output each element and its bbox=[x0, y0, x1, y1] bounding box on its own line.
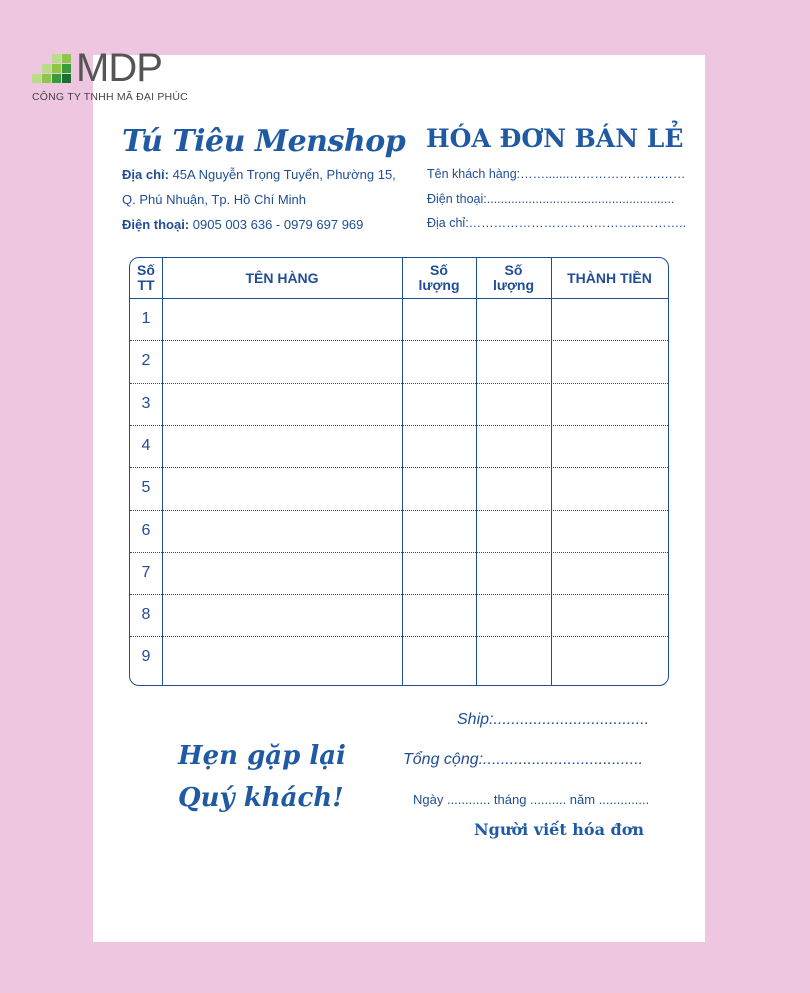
date-field: Ngày ............ tháng .......... năm .............. bbox=[413, 792, 650, 807]
grand-total-field: Tổng cộng:.................................... bbox=[403, 751, 644, 768]
header-total: THÀNH TIỀN bbox=[567, 269, 652, 286]
customer-phone-field: Điện thoại:...................................................... bbox=[427, 192, 675, 206]
thanks-line1: Hẹn gặp lại bbox=[178, 741, 346, 771]
logo-block bbox=[52, 64, 61, 73]
table-row-number: 5 bbox=[141, 479, 151, 497]
table-row-number: 6 bbox=[141, 521, 151, 539]
row-divider bbox=[130, 340, 668, 341]
table-row-number: 4 bbox=[141, 436, 151, 454]
row-divider bbox=[130, 636, 668, 637]
header-qty1-line1: Số bbox=[430, 262, 448, 278]
thanks-line2: Quý khách! bbox=[178, 783, 344, 813]
header-qty1-line2: lượng bbox=[418, 277, 460, 293]
header-stt bbox=[130, 258, 162, 298]
logo-block bbox=[42, 64, 51, 73]
invoice-title: HÓA ĐƠN BÁN LẺ bbox=[426, 124, 684, 153]
address-label: Địa chỉ: bbox=[122, 167, 169, 182]
column-divider bbox=[162, 258, 163, 685]
header-quantity-2 bbox=[476, 258, 551, 298]
signer-label: Người viết hóa đơn bbox=[474, 820, 645, 839]
table-row-number: 9 bbox=[141, 648, 151, 666]
logo-block bbox=[52, 54, 61, 63]
company-logo bbox=[32, 48, 192, 108]
table-row-number: 8 bbox=[141, 606, 151, 624]
header-quantity-1 bbox=[402, 258, 476, 298]
table-row-number: 2 bbox=[141, 352, 151, 370]
shop-name: Tú Tiêu Menshop bbox=[122, 124, 406, 159]
logo-blocks-icon bbox=[32, 52, 78, 86]
logo-block bbox=[62, 64, 71, 73]
header-qty2-line2: lượng bbox=[492, 277, 535, 293]
shop-phone bbox=[122, 217, 363, 232]
header-stt-line1: Số bbox=[137, 262, 155, 278]
row-divider bbox=[130, 594, 668, 595]
ship-field: Ship:................................... bbox=[457, 711, 650, 728]
customer-address-field: Địa chỉ:…………………………………...……….. bbox=[427, 216, 687, 230]
row-divider bbox=[130, 467, 668, 468]
logo-block bbox=[32, 74, 41, 83]
table-row-number: 3 bbox=[141, 394, 151, 412]
table-row-number: 1 bbox=[141, 310, 151, 327]
logo-brand: MDP bbox=[76, 46, 162, 90]
row-divider bbox=[130, 425, 668, 426]
address-value: 45A Nguyễn Trọng Tuyển, Phường 15, bbox=[168, 167, 396, 182]
phone-label: Điện thoại: bbox=[122, 217, 190, 232]
header-divider bbox=[130, 298, 668, 299]
logo-block bbox=[52, 74, 61, 83]
row-divider bbox=[130, 510, 668, 511]
shop-address-line1 bbox=[122, 167, 396, 182]
logo-company-name: CÔNG TY TNHH MÃ ĐẠI PHÚC bbox=[32, 91, 188, 103]
row-divider bbox=[130, 552, 668, 553]
column-divider bbox=[476, 258, 477, 685]
logo-block bbox=[42, 74, 51, 83]
header-stt-line2: TT bbox=[137, 277, 155, 293]
header-item-name: TÊN HÀNG bbox=[245, 269, 319, 286]
phone-value: 0905 003 636 - 0979 697 969 bbox=[189, 217, 364, 232]
thanks-message bbox=[178, 735, 346, 819]
column-divider bbox=[402, 258, 403, 685]
customer-name-field: Tên khách hàng:…….......………………….…… bbox=[427, 167, 686, 181]
row-divider bbox=[130, 383, 668, 384]
header-qty2-line1: Số bbox=[504, 262, 523, 278]
logo-block bbox=[62, 54, 71, 63]
shop-address-line2: Q. Phú Nhuận, Tp. Hồ Chí Minh bbox=[122, 192, 307, 207]
table-row-number: 7 bbox=[141, 563, 151, 581]
column-divider bbox=[551, 258, 552, 685]
logo-block bbox=[62, 74, 71, 83]
items-table bbox=[129, 257, 669, 686]
